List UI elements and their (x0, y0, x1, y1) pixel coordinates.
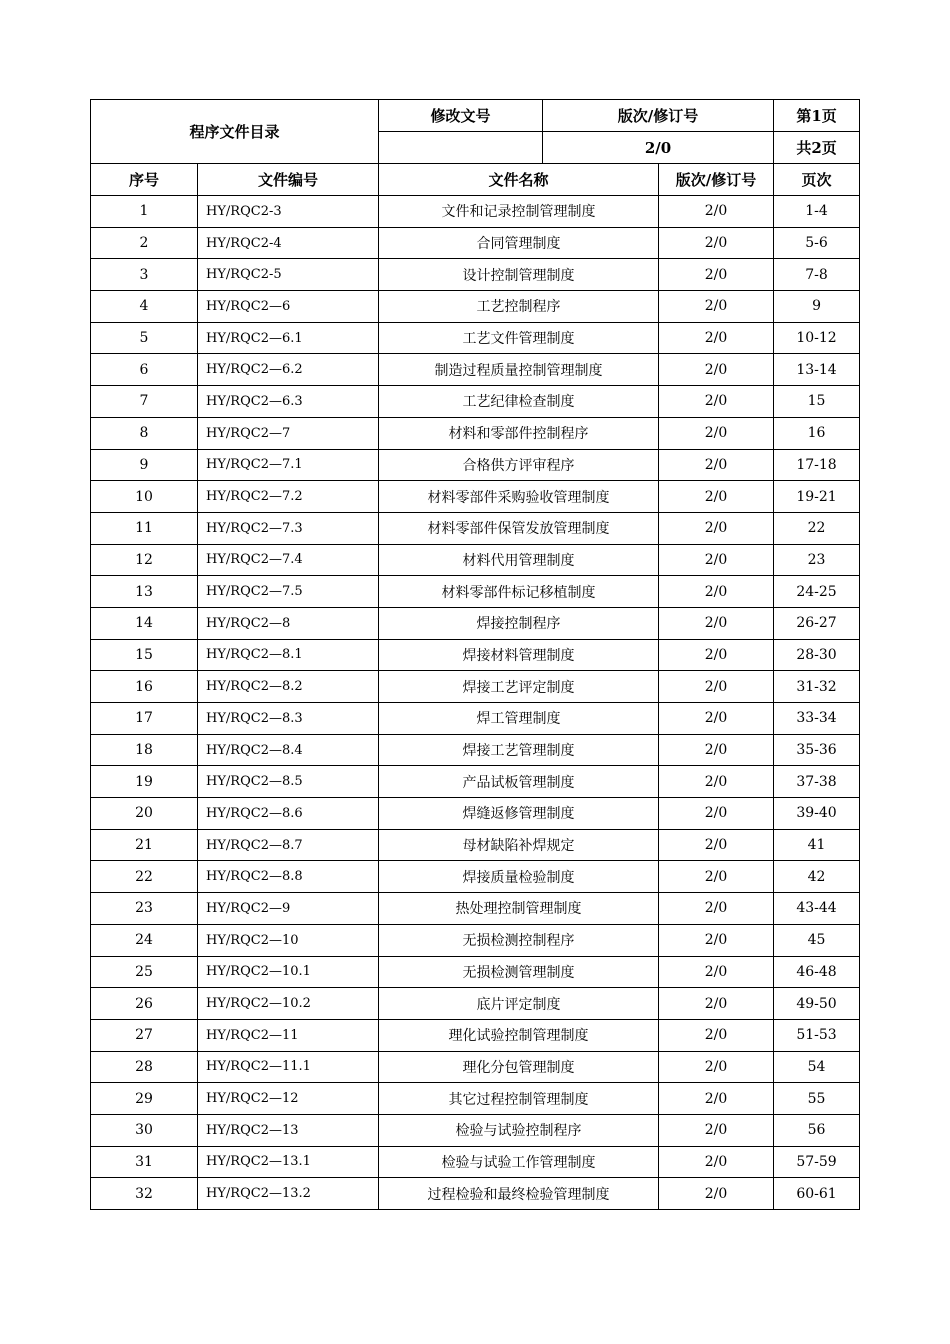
table-row (91, 798, 860, 830)
row-name: 设计控制管理制度 (379, 259, 659, 291)
row-version: 2/0 (659, 322, 774, 354)
row-version: 2/0 (659, 893, 774, 925)
row-code: HY/RQC2—7.2 (198, 481, 379, 513)
row-pages: 57-59 (774, 1146, 860, 1178)
row-name: 底片评定制度 (379, 988, 659, 1020)
table-row (91, 639, 860, 671)
row-version: 2/0 (659, 481, 774, 513)
row-version: 2/0 (659, 1146, 774, 1178)
revision-doc-label: 修改文号 (379, 100, 543, 132)
row-name: 焊接工艺评定制度 (379, 671, 659, 703)
row-pages: 1-4 (774, 196, 860, 228)
row-version: 2/0 (659, 861, 774, 893)
row-pages: 31-32 (774, 671, 860, 703)
row-name: 工艺纪律检查制度 (379, 386, 659, 418)
table-row (91, 481, 860, 513)
row-seq: 20 (91, 798, 198, 830)
row-seq: 31 (91, 1146, 198, 1178)
row-version: 2/0 (659, 196, 774, 228)
row-pages: 54 (774, 1051, 860, 1083)
row-version: 2/0 (659, 449, 774, 481)
row-code: HY/RQC2-5 (198, 259, 379, 291)
page-number: 第1页 (774, 100, 860, 132)
row-code: HY/RQC2—8.1 (198, 639, 379, 671)
row-pages: 39-40 (774, 798, 860, 830)
row-seq: 14 (91, 607, 198, 639)
table-row (91, 417, 860, 449)
table-row (91, 1178, 860, 1210)
row-pages: 49-50 (774, 988, 860, 1020)
row-name: 产品试板管理制度 (379, 766, 659, 798)
row-version: 2/0 (659, 544, 774, 576)
row-pages: 45 (774, 924, 860, 956)
row-name: 无损检测管理制度 (379, 956, 659, 988)
row-seq: 32 (91, 1178, 198, 1210)
table-row (91, 671, 860, 703)
row-code: HY/RQC2—10.2 (198, 988, 379, 1020)
row-seq: 11 (91, 512, 198, 544)
row-name: 焊缝返修管理制度 (379, 798, 659, 830)
total-pages: 共2页 (774, 132, 860, 164)
row-name: 检验与试验控制程序 (379, 1114, 659, 1146)
table-row (91, 1019, 860, 1051)
row-code: HY/RQC2—6.2 (198, 354, 379, 386)
row-code: HY/RQC2—8.3 (198, 703, 379, 735)
version-value: 2/0 (543, 132, 774, 164)
row-version: 2/0 (659, 607, 774, 639)
table-row (91, 893, 860, 925)
row-version: 2/0 (659, 512, 774, 544)
row-code: HY/RQC2—6 (198, 291, 379, 323)
row-seq: 28 (91, 1051, 198, 1083)
row-code: HY/RQC2—7.1 (198, 449, 379, 481)
row-code: HY/RQC2—6.1 (198, 322, 379, 354)
row-pages: 17-18 (774, 449, 860, 481)
row-pages: 19-21 (774, 481, 860, 513)
row-seq: 3 (91, 259, 198, 291)
row-version: 2/0 (659, 1178, 774, 1210)
row-version: 2/0 (659, 354, 774, 386)
table-row (91, 924, 860, 956)
document-index-table (90, 99, 860, 1210)
column-header-version: 版次/修订号 (659, 164, 774, 196)
document-title: 程序文件目录 (91, 100, 379, 164)
row-pages: 28-30 (774, 639, 860, 671)
row-version: 2/0 (659, 671, 774, 703)
column-header-row (91, 164, 860, 196)
table-row (91, 322, 860, 354)
row-name: 合格供方评审程序 (379, 449, 659, 481)
row-code: HY/RQC2-3 (198, 196, 379, 228)
row-code: HY/RQC2—7.4 (198, 544, 379, 576)
row-version: 2/0 (659, 576, 774, 608)
row-seq: 8 (91, 417, 198, 449)
row-code: HY/RQC2—13.1 (198, 1146, 379, 1178)
table-row (91, 227, 860, 259)
table-row (91, 988, 860, 1020)
row-version: 2/0 (659, 829, 774, 861)
row-name: 焊接工艺管理制度 (379, 734, 659, 766)
table-row (91, 291, 860, 323)
row-seq: 16 (91, 671, 198, 703)
row-name: 焊接材料管理制度 (379, 639, 659, 671)
row-code: HY/RQC2—10.1 (198, 956, 379, 988)
row-seq: 7 (91, 386, 198, 418)
table-row (91, 449, 860, 481)
row-version: 2/0 (659, 417, 774, 449)
row-code: HY/RQC2—12 (198, 1083, 379, 1115)
table-row (91, 703, 860, 735)
row-code: HY/RQC2—13.2 (198, 1178, 379, 1210)
row-version: 2/0 (659, 988, 774, 1020)
row-version: 2/0 (659, 639, 774, 671)
row-code: HY/RQC2-4 (198, 227, 379, 259)
row-pages: 24-25 (774, 576, 860, 608)
table-row (91, 1083, 860, 1115)
row-name: 热处理控制管理制度 (379, 893, 659, 925)
row-code: HY/RQC2—10 (198, 924, 379, 956)
row-name: 材料代用管理制度 (379, 544, 659, 576)
row-code: HY/RQC2—7.5 (198, 576, 379, 608)
row-code: HY/RQC2—8.8 (198, 861, 379, 893)
row-pages: 7-8 (774, 259, 860, 291)
row-version: 2/0 (659, 1019, 774, 1051)
table-row (91, 576, 860, 608)
row-pages: 16 (774, 417, 860, 449)
row-version: 2/0 (659, 386, 774, 418)
row-code: HY/RQC2—13 (198, 1114, 379, 1146)
table-row (91, 1114, 860, 1146)
table-row (91, 544, 860, 576)
version-label: 版次/修订号 (543, 100, 774, 132)
row-version: 2/0 (659, 1114, 774, 1146)
row-seq: 29 (91, 1083, 198, 1115)
row-pages: 22 (774, 512, 860, 544)
row-version: 2/0 (659, 798, 774, 830)
row-version: 2/0 (659, 703, 774, 735)
row-pages: 56 (774, 1114, 860, 1146)
row-name: 合同管理制度 (379, 227, 659, 259)
row-pages: 46-48 (774, 956, 860, 988)
row-seq: 25 (91, 956, 198, 988)
table-row (91, 512, 860, 544)
column-header-code: 文件编号 (198, 164, 379, 196)
row-code: HY/RQC2—8.5 (198, 766, 379, 798)
row-seq: 15 (91, 639, 198, 671)
row-seq: 24 (91, 924, 198, 956)
row-pages: 33-34 (774, 703, 860, 735)
row-seq: 12 (91, 544, 198, 576)
row-code: HY/RQC2—11 (198, 1019, 379, 1051)
row-name: 材料零部件保管发放管理制度 (379, 512, 659, 544)
table-row (91, 607, 860, 639)
row-seq: 10 (91, 481, 198, 513)
row-pages: 9 (774, 291, 860, 323)
row-name: 焊工管理制度 (379, 703, 659, 735)
row-code: HY/RQC2—7 (198, 417, 379, 449)
row-seq: 13 (91, 576, 198, 608)
row-name: 理化分包管理制度 (379, 1051, 659, 1083)
row-code: HY/RQC2—8.2 (198, 671, 379, 703)
table-row (91, 1146, 860, 1178)
row-seq: 1 (91, 196, 198, 228)
row-seq: 23 (91, 893, 198, 925)
row-seq: 4 (91, 291, 198, 323)
row-pages: 23 (774, 544, 860, 576)
row-name: 母材缺陷补焊规定 (379, 829, 659, 861)
row-seq: 18 (91, 734, 198, 766)
row-seq: 26 (91, 988, 198, 1020)
row-pages: 26-27 (774, 607, 860, 639)
row-pages: 35-36 (774, 734, 860, 766)
row-version: 2/0 (659, 227, 774, 259)
row-seq: 9 (91, 449, 198, 481)
row-seq: 30 (91, 1114, 198, 1146)
row-name: 工艺文件管理制度 (379, 322, 659, 354)
row-version: 2/0 (659, 956, 774, 988)
row-version: 2/0 (659, 1083, 774, 1115)
row-pages: 55 (774, 1083, 860, 1115)
row-code: HY/RQC2—8 (198, 607, 379, 639)
row-pages: 10-12 (774, 322, 860, 354)
header-row-1 (91, 100, 860, 132)
row-pages: 51-53 (774, 1019, 860, 1051)
row-name: 工艺控制程序 (379, 291, 659, 323)
row-seq: 21 (91, 829, 198, 861)
table-row (91, 1051, 860, 1083)
table-row (91, 829, 860, 861)
column-header-pages: 页次 (774, 164, 860, 196)
row-code: HY/RQC2—7.3 (198, 512, 379, 544)
table-row (91, 259, 860, 291)
row-name: 材料零部件标记移植制度 (379, 576, 659, 608)
row-name: 其它过程控制管理制度 (379, 1083, 659, 1115)
table-row (91, 861, 860, 893)
row-code: HY/RQC2—8.4 (198, 734, 379, 766)
row-pages: 15 (774, 386, 860, 418)
row-seq: 19 (91, 766, 198, 798)
row-name: 焊接控制程序 (379, 607, 659, 639)
table-row (91, 734, 860, 766)
row-seq: 17 (91, 703, 198, 735)
row-name: 检验与试验工作管理制度 (379, 1146, 659, 1178)
row-pages: 37-38 (774, 766, 860, 798)
table-row (91, 766, 860, 798)
row-pages: 60-61 (774, 1178, 860, 1210)
row-pages: 43-44 (774, 893, 860, 925)
row-name: 材料和零部件控制程序 (379, 417, 659, 449)
row-name: 文件和记录控制管理制度 (379, 196, 659, 228)
row-name: 理化试验控制管理制度 (379, 1019, 659, 1051)
row-name: 材料零部件采购验收管理制度 (379, 481, 659, 513)
table-row (91, 956, 860, 988)
row-version: 2/0 (659, 734, 774, 766)
row-pages: 42 (774, 861, 860, 893)
row-version: 2/0 (659, 259, 774, 291)
row-seq: 27 (91, 1019, 198, 1051)
column-header-seq: 序号 (91, 164, 198, 196)
row-version: 2/0 (659, 766, 774, 798)
column-header-name: 文件名称 (379, 164, 659, 196)
row-seq: 6 (91, 354, 198, 386)
row-code: HY/RQC2—6.3 (198, 386, 379, 418)
row-version: 2/0 (659, 924, 774, 956)
revision-doc-value (379, 132, 543, 164)
row-seq: 5 (91, 322, 198, 354)
row-seq: 22 (91, 861, 198, 893)
table-row (91, 386, 860, 418)
row-pages: 5-6 (774, 227, 860, 259)
row-version: 2/0 (659, 291, 774, 323)
row-name: 制造过程质量控制管理制度 (379, 354, 659, 386)
row-name: 无损检测控制程序 (379, 924, 659, 956)
row-version: 2/0 (659, 1051, 774, 1083)
row-seq: 2 (91, 227, 198, 259)
row-code: HY/RQC2—11.1 (198, 1051, 379, 1083)
table-row (91, 196, 860, 228)
table-row (91, 354, 860, 386)
row-pages: 41 (774, 829, 860, 861)
row-pages: 13-14 (774, 354, 860, 386)
row-name: 过程检验和最终检验管理制度 (379, 1178, 659, 1210)
row-code: HY/RQC2—9 (198, 893, 379, 925)
row-code: HY/RQC2—8.7 (198, 829, 379, 861)
row-code: HY/RQC2—8.6 (198, 798, 379, 830)
row-name: 焊接质量检验制度 (379, 861, 659, 893)
